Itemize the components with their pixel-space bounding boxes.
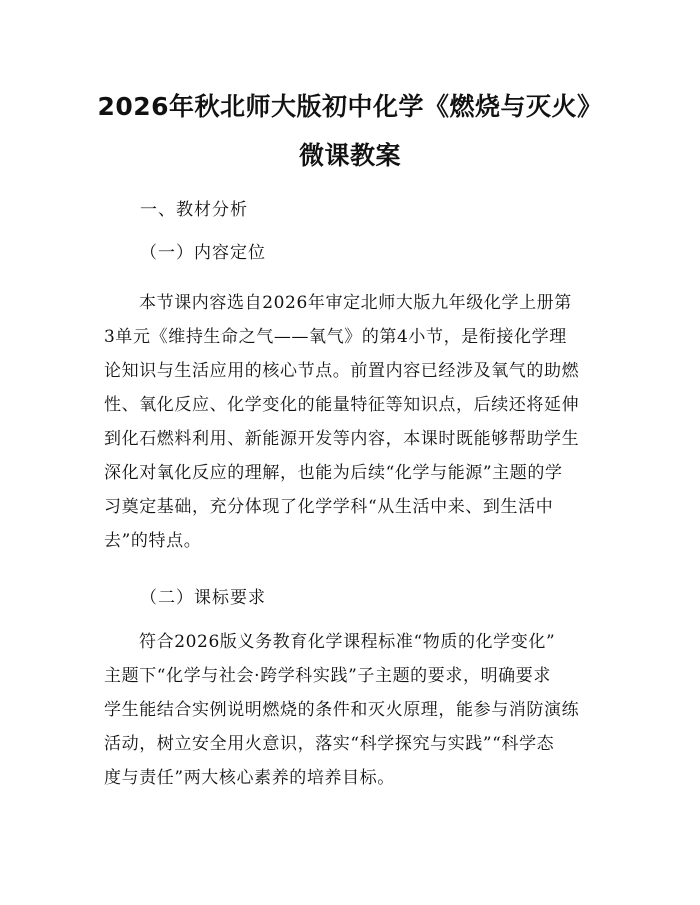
document-title-line-2: 微课教案 — [298, 141, 401, 170]
paragraph-line: 度与责任”两大核心素养的培养目标。 — [104, 768, 395, 788]
paragraph-line: 去”的特点。 — [104, 531, 202, 551]
document-title: 2026年秋北师大版初中化学《燃烧与灭火》 — [97, 92, 603, 121]
paragraph-line: 本节课内容选自2026年审定北师大版九年级化学上册第 — [139, 293, 572, 313]
paragraph-line: 深化对氧化反应的理解，也能为后续“化学与能源”主题的学 — [104, 463, 563, 483]
paragraph-line: 主题下“化学与社会·跨学科实践”子主题的要求，明确要求 — [104, 666, 551, 686]
paragraph-curriculum-standards — [104, 631, 624, 801]
paragraph-line: 学生能结合实例说明燃烧的条件和灭火原理，能参与消防演练 — [104, 700, 580, 720]
paragraph-line: 符合2026版义务教育化学课程标准“物质的化学变化” — [139, 632, 556, 652]
paragraph-line: 到化石燃料利用、新能源开发等内容，本课时既能够帮助学生 — [104, 429, 580, 449]
paragraph-line: 性、氧化反应、化学变化的能量特征等知识点，后续还将延伸 — [104, 395, 580, 415]
paragraph-line: 3单元《维持生命之气——氧气》的第4小节，是衔接化学理 — [104, 327, 567, 347]
paragraph-line: 论知识与生活应用的核心节点。前置内容已经涉及氧气的助燃 — [104, 361, 580, 381]
paragraph-line: 活动，树立安全用火意识，落实“科学探究与实践”“科学态 — [104, 734, 555, 754]
subsection-heading-standards: （二）课标要求 — [140, 588, 266, 608]
section-heading: 一、教材分析 — [140, 200, 248, 220]
paragraph-line: 习奠定基础，充分体现了化学学科“从生活中来、到生活中 — [104, 497, 554, 517]
paragraph-content-positioning — [104, 292, 624, 564]
subsection-heading-content: （一）内容定位 — [140, 243, 266, 263]
